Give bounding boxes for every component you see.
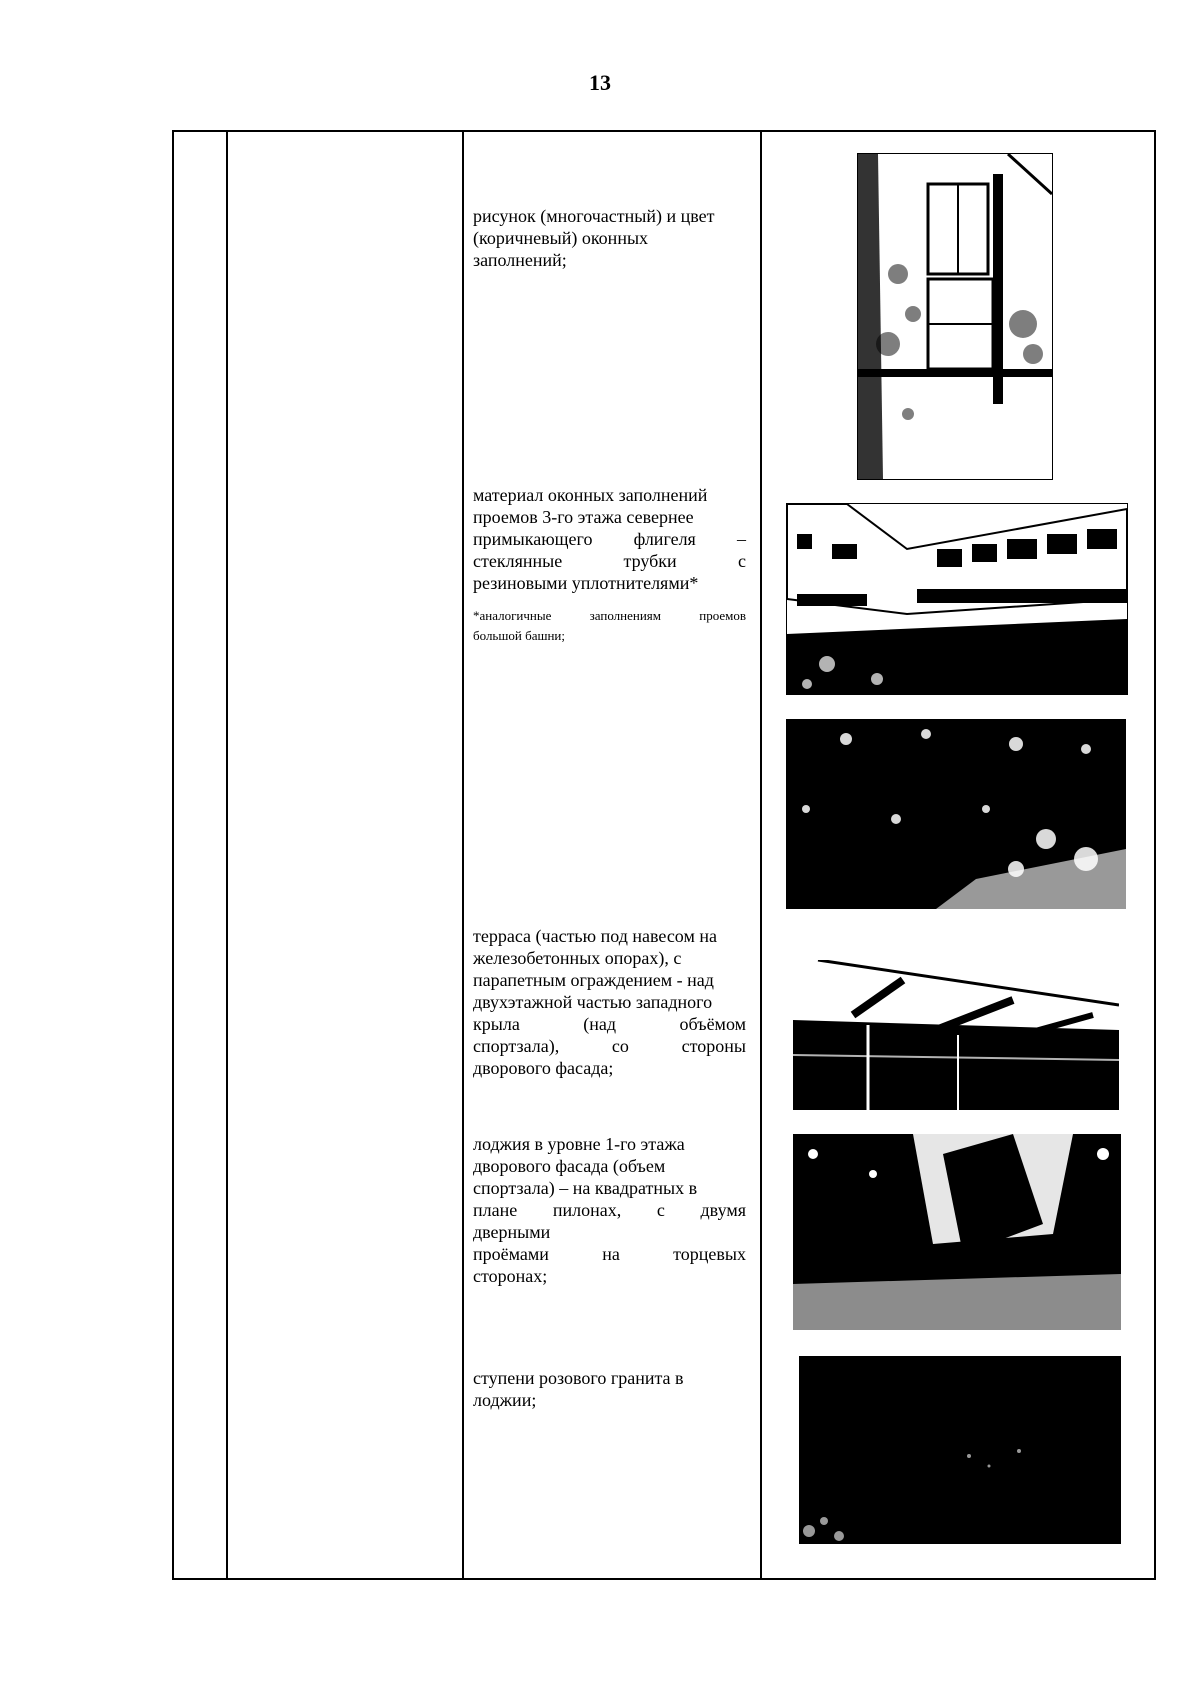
row-description-loggia: лоджия в уровне 1-го этажа дворового фасада (объем спортзала) – на квадратных в плане пилонах, с двумя дверными проёмами на торцевых сторонах; xyxy=(473,1134,746,1286)
row-description-window-pattern: рисунок (многочастный) и цвет (коричневый) оконных заполнений; xyxy=(473,206,715,270)
table-column-divider xyxy=(462,132,464,1578)
photo-terrace-canopy xyxy=(793,960,1119,1110)
photo-window-facade xyxy=(857,153,1053,480)
table-column-divider xyxy=(226,132,228,1578)
photo-loggia xyxy=(793,1134,1121,1330)
photo-trees xyxy=(786,719,1126,909)
row-description-granite-steps: ступени розового гранита в лоджии; xyxy=(473,1368,684,1410)
photo-granite-steps xyxy=(799,1356,1121,1544)
row-description-window-material: материал оконных заполнений проемов 3-го этажа севернее примыкающего флигеля – стеклянные трубки с резиновыми уплотнителями* *аналогичные заполнениям проемов большой башни; xyxy=(473,485,746,643)
page-number: 13 xyxy=(589,70,611,95)
table-column-divider xyxy=(760,132,762,1578)
row-description-terrace: терраса (частью под навесом на железобетонных опорах), с парапетным ограждением - над двухэтажной частью западного крыла (над объёмом спортзала), со стороны дворового фасада; xyxy=(473,926,746,1078)
photo-building-courtyard xyxy=(786,503,1128,695)
